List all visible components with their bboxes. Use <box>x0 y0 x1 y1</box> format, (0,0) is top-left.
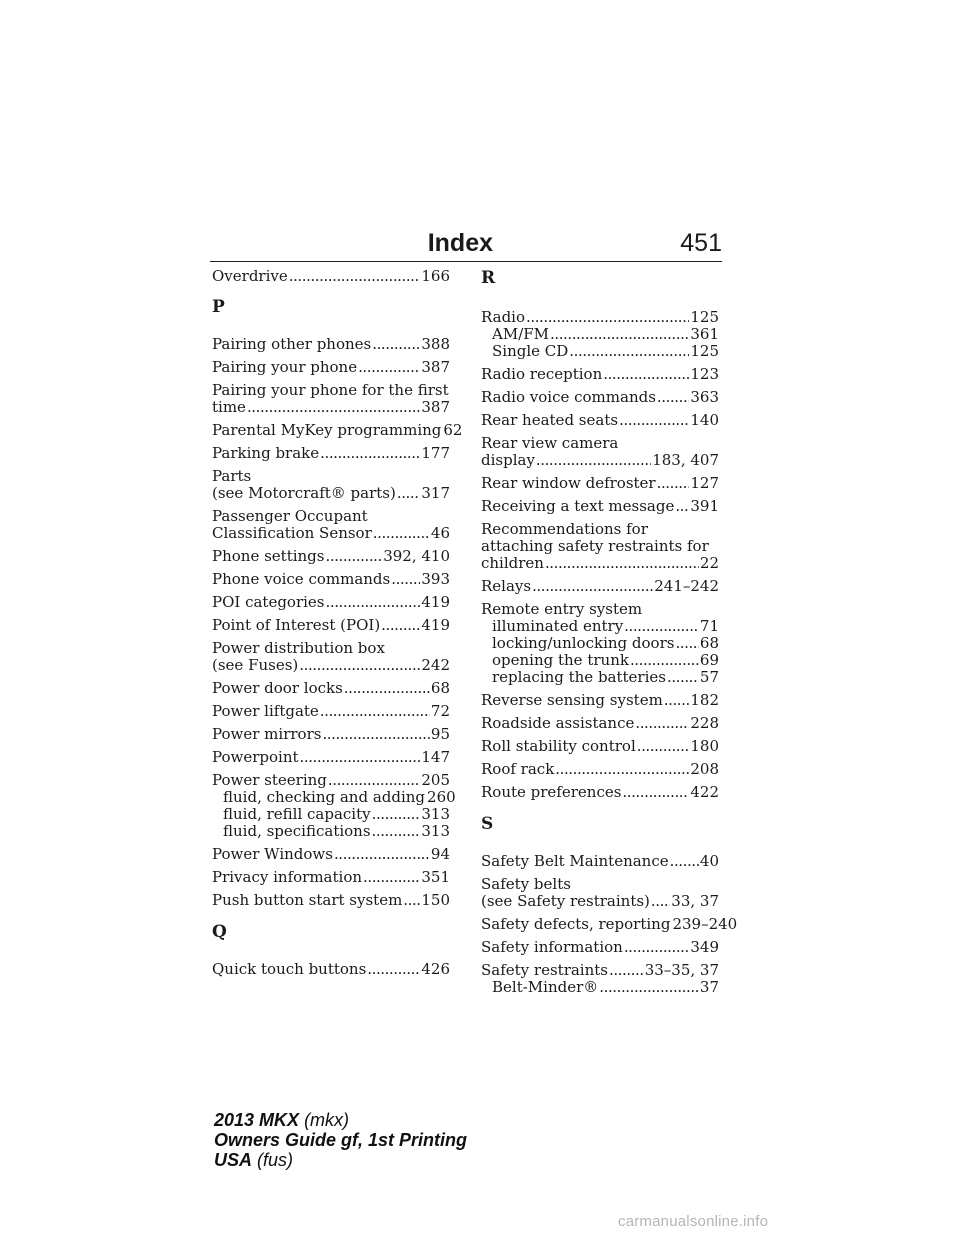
entry-page-ref: 228 <box>690 714 719 732</box>
index-entry <box>212 445 450 462</box>
entry-page-ref: 422 <box>690 783 719 801</box>
entry-term: Safety information <box>481 938 623 956</box>
entry-page-ref: 349 <box>690 938 719 956</box>
entry-term: Power steering <box>212 771 327 789</box>
index-entry-line <box>481 521 719 538</box>
dot-leader <box>550 326 689 343</box>
dot-leader <box>657 389 689 406</box>
dot-leader <box>624 618 699 635</box>
entry-page-ref: 387 <box>421 398 450 416</box>
index-entry <box>212 771 456 840</box>
entry-page-ref: 426 <box>421 960 450 978</box>
entry-term: (see Safety restraints) <box>481 892 650 910</box>
dot-leader <box>555 761 689 778</box>
dot-leader <box>609 962 644 979</box>
dot-leader <box>635 715 689 732</box>
index-entry-line <box>212 892 450 909</box>
entry-page-ref: 361 <box>690 325 719 343</box>
entry-page-ref: 140 <box>690 411 719 429</box>
entry-term: Relays <box>481 577 532 595</box>
index-entry <box>212 869 450 886</box>
index-subentry <box>481 979 719 996</box>
index-entry <box>212 336 450 353</box>
dot-leader <box>247 399 420 416</box>
dot-leader <box>651 893 670 910</box>
footer-region: USA <box>214 1150 253 1170</box>
index-entry <box>212 703 450 720</box>
entry-term: Safety restraints <box>481 961 608 979</box>
entry-term: Powerpoint <box>212 748 299 766</box>
dot-leader <box>670 853 699 870</box>
entry-page-ref: 147 <box>421 748 450 766</box>
entry-term: Privacy information <box>212 868 363 886</box>
dot-leader <box>675 498 689 515</box>
entry-page-ref: 68 <box>430 679 450 697</box>
entry-page-ref: 166 <box>421 267 450 285</box>
index-entry-line <box>212 772 450 789</box>
index-entry <box>212 268 450 285</box>
index-entry <box>212 680 450 697</box>
index-entry-line <box>212 382 450 399</box>
index-entry <box>212 508 450 542</box>
entry-term: Rear view camera <box>481 434 619 452</box>
entry-term: Pairing your phone for the first <box>212 381 449 399</box>
entry-term: locking/unlocking doors <box>492 634 675 652</box>
index-subentry <box>481 635 719 652</box>
index-entry-line <box>481 475 719 492</box>
entry-term: Parking brake <box>212 444 320 462</box>
dot-leader <box>363 869 420 886</box>
entry-term: fluid, refill capacity <box>223 805 371 823</box>
watermark: carmanualsonline.info <box>618 1213 769 1230</box>
dot-leader <box>344 680 430 697</box>
dot-leader <box>289 268 421 285</box>
entry-term: Classification Sensor <box>212 524 372 542</box>
section-letter: S <box>481 814 494 834</box>
index-subentry <box>481 652 719 669</box>
entry-term: Power Windows <box>212 845 333 863</box>
index-subentry <box>481 343 719 360</box>
entry-page-ref: 242 <box>421 656 450 674</box>
index-entry <box>212 892 450 909</box>
dot-leader <box>622 784 689 801</box>
index-entry-line <box>481 498 719 515</box>
entry-term: Safety belts <box>481 875 571 893</box>
entry-page-ref: 351 <box>421 868 450 886</box>
index-entry-line <box>481 939 719 956</box>
index-entry-line <box>481 761 719 778</box>
entry-page-ref: 125 <box>690 342 719 360</box>
entry-page-ref: 177 <box>421 444 450 462</box>
entry-page-ref: 391 <box>690 497 719 515</box>
dot-leader <box>325 548 382 565</box>
entry-page-ref: 40 <box>699 852 719 870</box>
index-entry <box>212 571 450 588</box>
dot-leader <box>372 823 421 840</box>
index-entry <box>481 366 719 383</box>
entry-term: opening the trunk <box>492 651 629 669</box>
dot-leader <box>536 452 651 469</box>
dot-leader <box>397 485 421 502</box>
index-entry <box>481 692 719 709</box>
dot-leader <box>334 846 430 863</box>
index-entry-line <box>212 680 450 697</box>
index-entry <box>212 726 450 743</box>
index-entry-line <box>212 846 450 863</box>
entry-page-ref: 387 <box>421 358 450 376</box>
dot-leader <box>532 578 653 595</box>
entry-page-ref: 182 <box>690 691 719 709</box>
index-entry-line <box>212 703 450 720</box>
index-entry-line <box>212 640 450 657</box>
index-entry <box>481 939 719 956</box>
index-column-right <box>481 268 738 1002</box>
index-subentry <box>212 823 450 840</box>
entry-term: Parts <box>212 467 252 485</box>
entry-term: POI categories <box>212 593 325 611</box>
entry-term: Phone voice commands <box>212 570 391 588</box>
index-entry-line <box>212 525 450 542</box>
section-letter: R <box>481 268 496 288</box>
entry-term: Route preferences <box>481 783 622 801</box>
index-entry <box>481 309 719 360</box>
entry-term: Pairing your phone <box>212 358 358 376</box>
entry-page-ref: 313 <box>421 822 450 840</box>
index-entry <box>481 435 719 469</box>
index-entry-line <box>481 738 719 755</box>
index-entry <box>212 468 450 502</box>
entry-term: Power distribution box <box>212 639 385 657</box>
index-entry <box>481 498 719 515</box>
index-entry <box>212 961 450 978</box>
index-entry-line <box>212 749 450 766</box>
index-subentry <box>212 806 450 823</box>
entry-page-ref: 183, 407 <box>652 451 719 469</box>
entry-term: replacing the batteries <box>492 668 666 686</box>
entry-term: Belt-Minder® <box>492 978 599 996</box>
index-entry <box>212 382 450 416</box>
dot-leader <box>328 772 420 789</box>
index-entry-line <box>212 485 450 502</box>
index-entry <box>481 853 719 870</box>
entry-page-ref: 180 <box>690 737 719 755</box>
dot-leader <box>372 806 421 823</box>
index-entry-line <box>212 571 450 588</box>
dot-leader <box>372 336 420 353</box>
index-title: Index <box>427 229 493 257</box>
entry-term: AM/FM <box>492 325 550 343</box>
entry-term: Rear window defroster <box>481 474 656 492</box>
index-entry-line <box>481 452 719 469</box>
index-entry <box>212 749 450 766</box>
entry-term: Safety Belt Maintenance <box>481 852 669 870</box>
entry-page-ref: 208 <box>690 760 719 778</box>
entry-page-ref: 94 <box>430 845 450 863</box>
index-entry-line <box>481 538 719 555</box>
index-entry-line <box>481 309 719 326</box>
dot-leader <box>326 594 421 611</box>
entry-term: Radio <box>481 308 526 326</box>
entry-term: Radio reception <box>481 365 603 383</box>
entry-page-ref: 392, 410 <box>383 547 450 565</box>
dot-leader <box>526 309 689 326</box>
index-entry-line <box>212 336 450 353</box>
dot-leader <box>624 939 690 956</box>
index-entry-line <box>481 715 719 732</box>
dot-leader <box>657 475 690 492</box>
entry-term: Pairing other phones <box>212 335 372 353</box>
dot-leader <box>373 525 430 542</box>
section-letter: P <box>212 297 225 317</box>
dot-leader <box>545 555 699 572</box>
dot-leader <box>300 749 421 766</box>
footer-model: 2013 MKX <box>214 1110 300 1130</box>
index-entry-line <box>481 853 719 870</box>
dot-leader <box>358 359 420 376</box>
dot-leader <box>667 669 699 686</box>
index-entry-line <box>212 421 463 439</box>
entry-page-ref: 393 <box>421 570 450 588</box>
entry-term: Phone settings <box>212 547 325 565</box>
index-entry <box>481 962 719 996</box>
entry-page-ref: 239–240 <box>672 915 738 933</box>
entry-term: children <box>481 554 544 572</box>
index-entry-line <box>481 784 719 801</box>
dot-leader <box>381 617 420 634</box>
index-entry <box>212 846 450 863</box>
index-subentry <box>481 669 719 686</box>
entry-page-ref: 205 <box>421 771 450 789</box>
entry-page-ref: 313 <box>421 805 450 823</box>
index-entry <box>481 389 719 406</box>
entry-term: Roll stability control <box>481 737 636 755</box>
entry-page-ref: 71 <box>699 617 719 635</box>
index-entry-line <box>481 578 719 595</box>
header-rule <box>210 261 722 262</box>
entry-page-ref: 33–35, 37 <box>644 961 719 979</box>
index-entry <box>481 521 719 572</box>
entry-page-ref: 46 <box>430 524 450 542</box>
index-entry-line <box>481 893 719 910</box>
entry-term: Single CD <box>492 342 569 360</box>
entry-page-ref: 127 <box>690 474 719 492</box>
section-letter: Q <box>212 922 227 942</box>
index-subentry <box>212 788 456 806</box>
dot-leader <box>569 343 689 360</box>
entry-page-ref: 33, 37 <box>671 892 719 910</box>
index-entry-line <box>481 692 719 709</box>
index-entry <box>481 784 719 801</box>
entry-term: Parental MyKey programming <box>212 421 442 439</box>
index-entry <box>481 475 719 492</box>
entry-page-ref: 150 <box>421 891 450 909</box>
entry-page-ref: 363 <box>690 388 719 406</box>
index-entry <box>212 359 450 376</box>
entry-page-ref: 72 <box>430 702 450 720</box>
index-entry-line <box>481 412 719 429</box>
index-entry-line <box>481 962 719 979</box>
entry-page-ref: 419 <box>421 593 450 611</box>
entry-page-ref: 68 <box>699 634 719 652</box>
entry-term: Safety defects, reporting <box>481 915 671 933</box>
footer-line-guide <box>214 1130 467 1150</box>
dot-leader <box>664 692 690 709</box>
entry-term: Passenger Occupant <box>212 507 368 525</box>
entry-page-ref: 95 <box>430 725 450 743</box>
entry-page-ref: 419 <box>421 616 450 634</box>
index-subentry <box>481 326 719 343</box>
entry-term: Remote entry system <box>481 600 643 618</box>
index-entry-line <box>212 961 450 978</box>
dot-leader <box>320 703 430 720</box>
index-entry-line <box>481 389 719 406</box>
entry-term: Overdrive <box>212 267 288 285</box>
index-entry <box>481 578 719 595</box>
document-footer <box>214 1110 467 1170</box>
entry-page-ref: 62 <box>443 421 463 439</box>
entry-term: Roadside assistance <box>481 714 635 732</box>
entry-term: Rear heated seats <box>481 411 619 429</box>
index-entry <box>212 640 450 674</box>
entry-term: time <box>212 398 246 416</box>
index-entry <box>212 548 450 565</box>
index-entry-line <box>212 399 450 416</box>
index-entry-line <box>481 915 738 933</box>
footer-line-region <box>214 1150 467 1170</box>
index-entry-line <box>212 445 450 462</box>
index-entry-line <box>212 468 450 485</box>
dot-leader <box>619 412 689 429</box>
index-entry <box>481 738 719 755</box>
dot-leader <box>675 635 698 652</box>
entry-term: Reverse sensing system <box>481 691 663 709</box>
dot-leader <box>391 571 420 588</box>
index-entry <box>481 412 719 429</box>
index-entry-line <box>212 869 450 886</box>
entry-page-ref: 57 <box>699 668 719 686</box>
index-entry-line <box>212 594 450 611</box>
entry-page-ref: 123 <box>690 365 719 383</box>
index-entry <box>481 761 719 778</box>
entry-term: Quick touch buttons <box>212 960 367 978</box>
entry-page-ref: 22 <box>699 554 719 572</box>
index-entry-line <box>481 435 719 452</box>
index-entry-line <box>212 508 450 525</box>
entry-term: Power mirrors <box>212 725 322 743</box>
footer-guide: Owners Guide gf, 1st Printing <box>214 1130 468 1150</box>
entry-term: fluid, checking and adding <box>223 788 426 806</box>
dot-leader <box>299 657 420 674</box>
index-entry <box>212 421 463 439</box>
entry-term: (see Fuses) <box>212 656 299 674</box>
index-entry <box>481 915 738 933</box>
dot-leader <box>322 726 429 743</box>
dot-leader <box>403 892 420 909</box>
dot-leader <box>630 652 699 669</box>
entry-term: (see Motorcraft® parts) <box>212 484 396 502</box>
index-entry-line <box>481 876 719 893</box>
index-entry-line <box>481 601 719 618</box>
entry-term: illuminated entry <box>492 617 624 635</box>
index-entry-line <box>212 268 450 285</box>
index-entry-line <box>212 726 450 743</box>
index-entry-line <box>481 366 719 383</box>
index-entry <box>481 715 719 732</box>
index-column-left <box>212 267 463 984</box>
entry-term: Roof rack <box>481 760 555 778</box>
dot-leader <box>599 979 699 996</box>
entry-page-ref: 37 <box>699 978 719 996</box>
entry-term: Receiving a text message <box>481 497 675 515</box>
dot-leader <box>637 738 690 755</box>
dot-leader <box>320 445 420 462</box>
entry-term: Point of Interest (POI) <box>212 616 381 634</box>
entry-term: Power liftgate <box>212 702 319 720</box>
dot-leader <box>367 961 420 978</box>
entry-term: Push button start system <box>212 891 403 909</box>
page-number: 451 <box>680 229 722 257</box>
index-entry <box>212 594 450 611</box>
entry-term: Radio voice commands <box>481 388 656 406</box>
entry-term: fluid, specifications <box>223 822 371 840</box>
dot-leader <box>603 366 689 383</box>
index-entry <box>481 601 719 686</box>
footer-model-code: (mkx) <box>304 1110 350 1130</box>
index-entry-line <box>212 548 450 565</box>
footer-line-model <box>214 1110 467 1130</box>
entry-term: Power door locks <box>212 679 343 697</box>
entry-page-ref: 125 <box>690 308 719 326</box>
entry-page-ref: 260 <box>427 788 456 806</box>
index-entry-line <box>212 657 450 674</box>
entry-page-ref: 388 <box>421 335 450 353</box>
index-entry-line <box>212 617 450 634</box>
entry-term: display <box>481 451 535 469</box>
entry-page-ref: 241–242 <box>654 577 719 595</box>
entry-term: Recommendations for <box>481 520 648 538</box>
index-entry <box>481 876 719 910</box>
index-entry-line <box>212 359 450 376</box>
index-entry <box>212 617 450 634</box>
index-subentry <box>481 618 719 635</box>
entry-page-ref: 317 <box>421 484 450 502</box>
entry-page-ref: 69 <box>699 651 719 669</box>
entry-term: attaching safety restraints for <box>481 537 709 555</box>
footer-region-code: (fus) <box>257 1150 294 1170</box>
index-entry-line <box>481 555 719 572</box>
